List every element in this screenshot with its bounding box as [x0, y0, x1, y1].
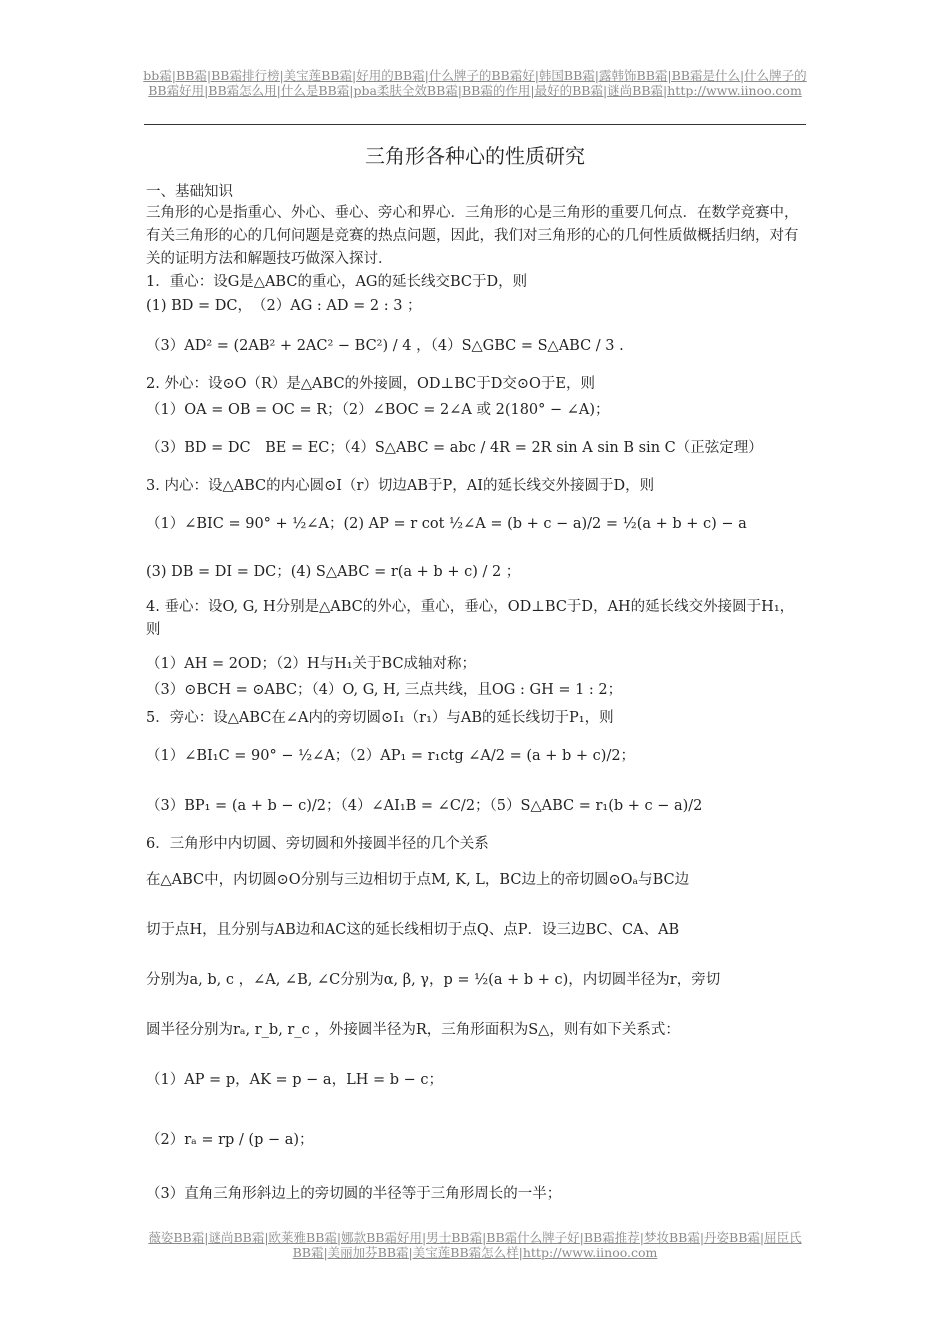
section-heading: 一、基础知识	[146, 184, 233, 200]
centroid-property-3-4: （3）AD² = (2AB² + 2AC² − BC²) / 4 ，（4）S△GBC = S△ABC / 3 .	[146, 338, 624, 354]
page-title: 三角形各种心的性质研究	[365, 144, 585, 168]
excenter-property-1-2: （1）∠BI₁C = 90° − ½∠A；（2）AP₁ = r₁ctg ∠A/2 = (a + b + c)/2；	[146, 748, 636, 764]
centroid-heading: 1．重心：设G是△ABC的重心，AG的延长线交BC于D，则	[146, 274, 528, 290]
orthocenter-property-3-4: （3）⊙BCH = ⊙ABC；（4）O, G, H, 三点共线，且OG : GH = 1 : 2；	[146, 682, 623, 698]
incenter-property-1-2: （1）∠BIC = 90° + ½∠A；(2) AP = r cot ½∠A = (b + c − a)/2 = ½(a + b + c) − a	[146, 516, 747, 532]
radii-relation-1: （1）AP = p，AK = p − a，LH = b − c；	[146, 1072, 443, 1088]
incenter-heading: 3. 内心：设△ABC的内心圆⊙I（r）切边AB于P，AI的延长线交外接圆于D，则	[146, 478, 655, 494]
circumcenter-property-3-4: （3）BD = DC BE = EC；（4）S△ABC = abc / 4R = 2R sin A sin B sin C（正弦定理）	[146, 440, 763, 456]
incenter-property-3-4: (3) DB = DI = DC；(4) S△ABC = r(a + b + c) / 2 ；	[146, 564, 521, 580]
circumcenter-heading: 2. 外心：设⊙O（R）是△ABC的外接圆，OD⊥BC于D交⊙O于E，则	[146, 376, 595, 392]
footer-links[interactable]: 薇姿BB霜|谜尚BB霜|欧莱雅BB霜|娜款BB霜好用|男士BB霜|BB霜什么牌子好|BB霜推荐|梦妆BB霜|丹姿BB霜|屈臣氏BB霜|美丽加芬BB霜|美宝莲BB霜怎么样|http://www.iinoo.com	[148, 1230, 802, 1260]
radii-relation-2: （2）rₐ = rp / (p − a)；	[146, 1132, 314, 1148]
radii-text-line-4: 圆半径分别为rₐ, r_b, r_c ，外接圆半径为R，三角形面积为S△，则有如下关系式：	[146, 1022, 680, 1038]
orthocenter-property-1-2: （1）AH = 2OD；（2）H与H₁关于BC成轴对称；	[146, 656, 477, 672]
circumcenter-property-1-2: （1）OA = OB = OC = R；（2）∠BOC = 2∠A 或 2(180° − ∠A)；	[146, 402, 610, 418]
excenter-property-3-5: （3）BP₁ = (a + b − c)/2；（4）∠AI₁B = ∠C/2；（5）S△ABC = r₁(b + c − a)/2	[146, 798, 703, 814]
intro-paragraph: 三角形的心是指重心、外心、垂心、旁心和界心．三角形的心是三角形的重要几何点．在数学竞赛中，有关三角形的心的几何问题是竞赛的热点问题，因此，我们对三角形的心的几何性质做概括归纳，对有关的证明方法和解题技巧做深入探讨．	[146, 205, 799, 267]
header-links[interactable]: bb霜|BB霜|BB霜排行榜|美宝莲BB霜|好用的BB霜|什么牌子的BB霜好|韩国BB霜|露韩饰BB霜|BB霜是什么|什么牌子的BB霜好用|BB霜怎么用|什么是BB霜|pba柔肤全效BB霜|BB霜的作用|最好的BB霜|谜尚BB霜|http://www.iinoo.com	[143, 68, 807, 98]
radii-text-line-1: 在△ABC中，内切圆⊙O分别与三边相切于点M, K, L，BC边上的帝切圆⊙Oₐ与BC边	[146, 872, 690, 888]
excenter-heading: 5．旁心：设△ABC在∠A内的旁切圆⊙I₁（r₁）与AB的延长线切于P₁，则	[146, 710, 614, 726]
radii-text-line-2: 切于点H，且分别与AB边和AC这的延长线相切于点Q、点P．设三边BC、CA、AB	[146, 922, 680, 938]
radii-relation-3: （3）直角三角形斜边上的旁切圆的半径等于三角形周长的一半；	[146, 1186, 562, 1202]
radii-text-line-3: 分别为a, b, c ，∠A, ∠B, ∠C分别为α, β, γ，p = ½(a + b + c)，内切圆半径为r，旁切	[146, 972, 721, 988]
radii-heading: 6．三角形中内切圆、旁切圆和外接圆半径的几个关系	[146, 836, 489, 852]
header-divider	[144, 124, 806, 125]
orthocenter-heading: 4. 垂心：设O, G, H分别是△ABC的外心，重心，垂心，OD⊥BC于D，AH的延长线交外接圆于H₁，则	[146, 599, 795, 638]
centroid-property-1-2: (1) BD = DC， （2）AG : AD = 2 : 3 ；	[146, 298, 422, 314]
